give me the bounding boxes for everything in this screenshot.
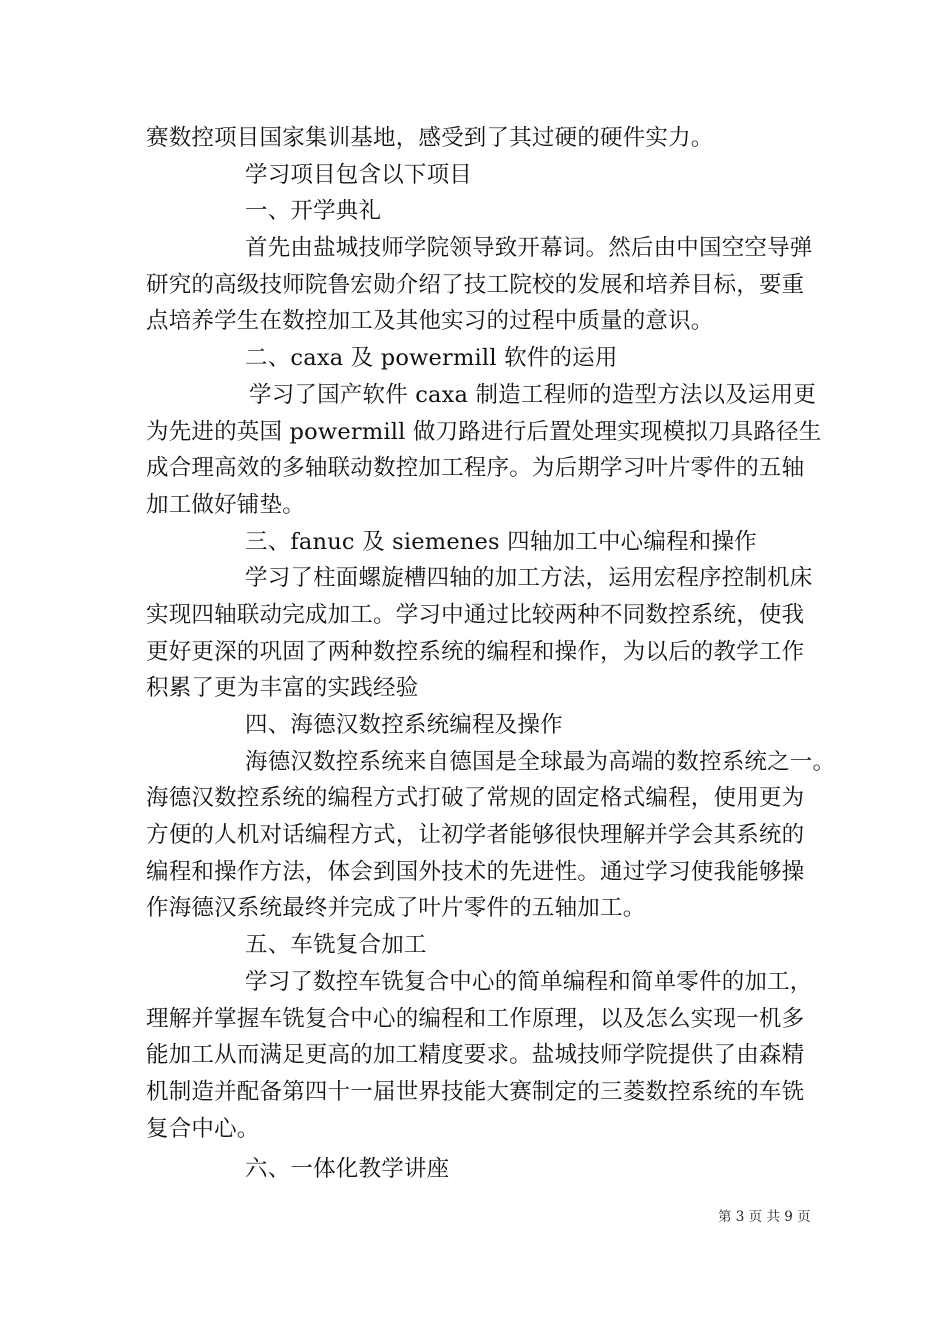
text-line: 积累了更为丰富的实践经验: [146, 675, 419, 702]
text-line: 海德汉数控系统来自德国是全球最为高端的数控系统之一。: [245, 748, 836, 775]
page-footer: 第 3 页 共 9 页: [718, 1209, 811, 1225]
text-line: 方便的人机对话编程方式，让初学者能够很快理解并学会其系统的: [146, 822, 805, 849]
text-line: 成合理高效的多轴联动数控加工程序。为后期学习叶片零件的五轴: [146, 455, 805, 482]
text-line: 三、fanuc 及 siemenes 四轴加工中心编程和操作: [245, 528, 757, 555]
text-line: 加工做好铺垫。: [146, 491, 305, 518]
text-line: 学习了柱面螺旋槽四轴的加工方法，运用宏程序控制机床: [245, 565, 813, 592]
text-line: 赛数控项目国家集训基地，感受到了其过硬的硬件实力。: [146, 125, 714, 151]
text-line: 编程和操作方法，体会到国外技术的先进性。通过学习使我能够操: [146, 858, 805, 885]
text-line: 理解并掌握车铣复合中心的编程和工作原理，以及怎么实现一机多: [146, 1005, 805, 1032]
text-line: 学习项目包含以下项目: [245, 161, 473, 188]
text-line: 更好更深的巩固了两种数控系统的编程和操作，为以后的教学工作: [146, 638, 805, 665]
text-line: 复合中心。: [146, 1115, 260, 1142]
text-line: 学习了数控车铣复合中心的简单编程和简单零件的加工，: [245, 968, 813, 995]
text-line: 为先进的英国 powermill 做刀路进行后置处理实现模拟刀具路径生: [146, 418, 822, 445]
text-line: 二、caxa 及 powermill 软件的运用: [245, 345, 618, 372]
text-line: 首先由盐城技师学院领导致开幕词。然后由中国空空导弹: [245, 235, 813, 262]
text-line: 作海德汉系统最终并完成了叶片零件的五轴加工。: [146, 895, 646, 922]
text-line: 能加工从而满足更高的加工精度要求。盐城技师学院提供了由森精: [146, 1042, 805, 1069]
text-line: 实现四轴联动完成加工。学习中通过比较两种不同数控系统，使我: [146, 601, 805, 628]
text-line: 海德汉数控系统的编程方式打破了常规的固定格式编程，使用更为: [146, 785, 805, 812]
text-line: 四、海德汉数控系统编程及操作: [245, 712, 563, 738]
text-line: 机制造并配备第四十一届世界技能大赛制定的三菱数控系统的车铣: [146, 1078, 805, 1105]
text-line: 点培养学生在数控加工及其他实习的过程中质量的意识。: [146, 308, 714, 335]
text-line: 一、开学典礼: [245, 198, 382, 225]
text-line: 研究的高级技师院鲁宏勋介绍了技工院校的发展和培养目标，要重: [146, 271, 805, 298]
text-line: 六、一体化教学讲座: [245, 1156, 450, 1183]
text-line: 学习了国产软件 caxa 制造工程师的造型方法以及运用更: [249, 381, 817, 408]
document-body: [146, 120, 836, 1188]
text-line: 五、车铣复合加工: [245, 932, 427, 959]
